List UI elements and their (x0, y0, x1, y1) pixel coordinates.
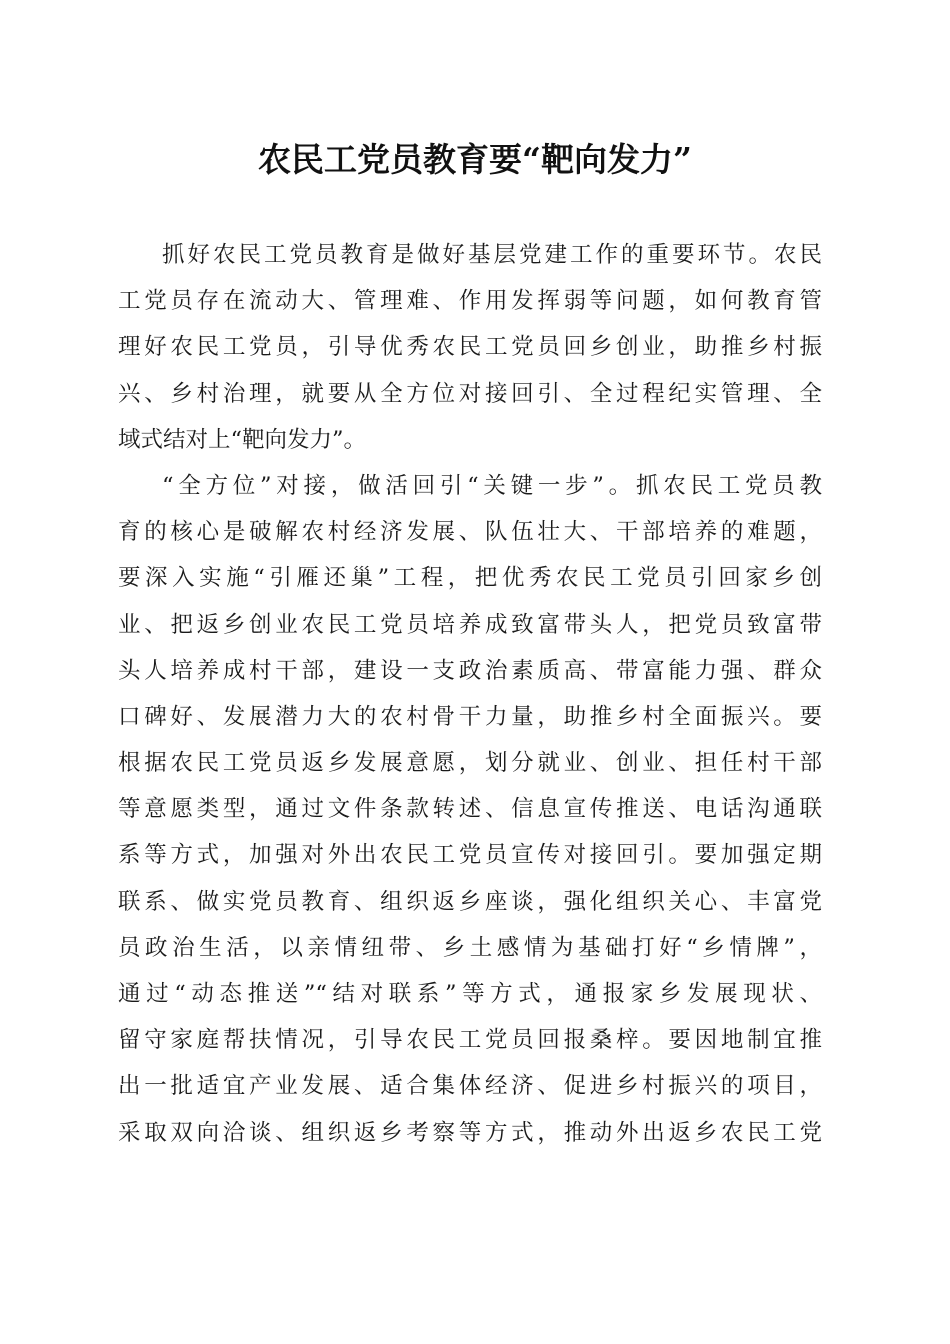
document-body (118, 232, 822, 1156)
paragraph-line: 等意愿类型，通过文件条款转述、信息宣传推送、电话沟通联 (118, 796, 822, 823)
paragraph-line: 域式结对上“靶向发力”。 (118, 426, 367, 453)
paragraph-line: 口碑好、发展潜力大的农村骨干力量，助推乡村全面振兴。要 (118, 703, 822, 730)
paragraph-line: 兴、乡村治理，就要从全方位对接回引、全过程纪实管理、全 (118, 380, 822, 407)
paragraph-line: 育的核心是破解农村经济发展、队伍壮大、干部培养的难题， (118, 519, 822, 546)
paragraph-line: 根据农民工党员返乡发展意愿，划分就业、创业、担任村干部 (118, 750, 822, 777)
paragraph-line: 抓好农民工党员教育是做好基层党建工作的重要环节。农民 (162, 242, 822, 268)
document-title: 农民工党员教育要“靶向发力” (258, 140, 692, 179)
paragraph-line: 员政治生活，以亲情纽带、乡土感情为基础打好“乡情牌”， (118, 934, 822, 961)
paragraph-line: 通过“动态推送”“结对联系”等方式，通报家乡发展现状、 (118, 981, 822, 1007)
paragraph-line: 系等方式，加强对外出农民工党员宣传对接回引。要加强定期 (118, 842, 822, 869)
paragraph-line: 留守家庭帮扶情况，引导农民工党员回报桑梓。要因地制宜推 (118, 1027, 822, 1054)
paragraph-line: 出一批适宜产业发展、适合集体经济、促进乡村振兴的项目， (118, 1073, 822, 1100)
paragraph-1 (118, 232, 822, 463)
paragraph-line: 理好农民工党员，引导优秀农民工党员回乡创业，助推乡村振 (118, 334, 822, 361)
paragraph-line: 要深入实施“引雁还巢”工程，把优秀农民工党员引回家乡创 (118, 565, 822, 592)
paragraph-line: 联系、做实党员教育、组织返乡座谈，强化组织关心、丰富党 (118, 888, 822, 915)
paragraph-line: 采取双向洽谈、组织返乡考察等方式，推动外出返乡农民工党 (118, 1119, 822, 1146)
paragraph-line: 工党员存在流动大、管理难、作用发挥弱等问题，如何教育管 (118, 288, 822, 315)
paragraph-line: 头人培养成村干部，建设一支政治素质高、带富能力强、群众 (118, 657, 822, 684)
paragraph-line: 业、把返乡创业农民工党员培养成致富带头人，把党员致富带 (118, 611, 822, 638)
paragraph-2 (118, 463, 822, 1156)
paragraph-line: “全方位”对接，做活回引“关键一步”。抓农民工党员教 (162, 472, 822, 499)
